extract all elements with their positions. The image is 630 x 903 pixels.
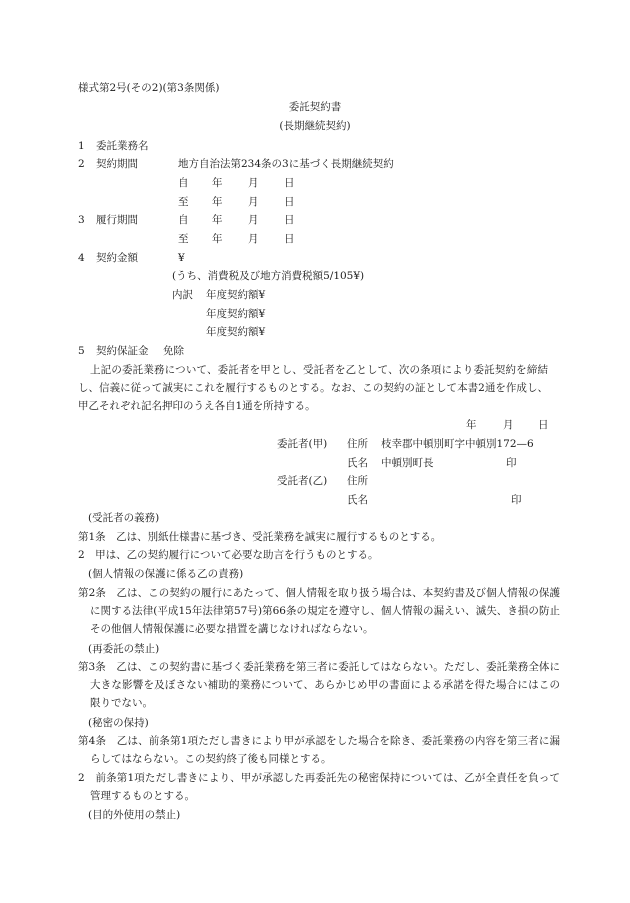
form-number: 様式第2号(その2)(第3条関係) [78, 82, 220, 94]
item5-label: 契約保証金 [96, 345, 149, 357]
item4-breakdown-1: 年度契約額¥ [206, 289, 266, 301]
item3-to-year: 年 [212, 233, 223, 245]
consignor-seal: 印 [506, 457, 517, 469]
item4-number: 4 [78, 252, 85, 264]
article1-heading: (受託者の義務) [88, 512, 160, 524]
consignor-address: 枝幸郡中頓別町字中頓別172—6 [381, 438, 534, 450]
article4-heading: (秘密の保持) [88, 717, 149, 729]
item4-breakdown-3: 年度契約額¥ [206, 326, 266, 338]
item3-to-day: 日 [284, 233, 295, 245]
article1-body: 第1条 乙は、別紙仕様書に基づき、受託業務を誠実に履行するものとする。 [78, 531, 442, 543]
item1-label: 委託業務名 [96, 140, 149, 152]
article4-para2: 2 前条第1項ただし書きにより、甲が承認した再委託先の秘密保持については、乙が全責任を負って管理するものとする。 [78, 772, 560, 802]
item2-from-prefix: 自 [178, 177, 189, 189]
item2-to-month: 月 [248, 196, 259, 208]
item4-tax-note: (うち、消費税及び地方消費税額5/105¥) [172, 270, 365, 282]
intro-paragraph: 上記の委託業務について、委託者を甲とし、受託者を乙として、次の条項により委託契約を締結し、信義に従って誠実にこれを履行するものとする。なお、この契約の証として本書2通を作成し、甲乙それぞれ記名押印のうえ各自1通を所持する。 [78, 364, 548, 412]
item3-to-month: 月 [248, 233, 259, 245]
item2-to-prefix: 至 [178, 196, 189, 208]
item2-to-year: 年 [212, 196, 223, 208]
consignor-label: 委託者(甲) [277, 438, 328, 450]
date-day: 日 [538, 419, 549, 431]
article4-body: 第4条 乙は、前条第1項ただし書きにより甲が承認をした場合を除き、委託業務の内容を第三者に漏らしてはならない。この契約終了後も同様とする。 [78, 735, 560, 765]
item2-from-month: 月 [248, 177, 259, 189]
item3-label: 履行期間 [96, 214, 138, 226]
date-year: 年 [466, 419, 477, 431]
article2-body: 第2条 乙は、この契約の履行にあたって、個人情報を取り扱う場合は、本契約書及び個人情報の保護に関する法律(平成15年法律第57号)第66条の規定を遵守し、個人情報の漏えい、滅失、き損の防止その他個人情報保護に必要な措置を講じなければならない。 [78, 587, 560, 635]
item2-number: 2 [78, 158, 85, 170]
article3-body: 第3条 乙は、この契約書に基づく委託業務を第三者に委託してはならない。ただし、委託業務全体に大きな影響を及ぼさない補助的業務について、あらかじめ甲の書面による承諾を得た場合にはこの限りでない。 [78, 661, 560, 709]
article2-heading: (個人情報の保護に係る乙の責務) [88, 568, 244, 580]
item3-to-prefix: 至 [178, 233, 189, 245]
item3-from-month: 月 [248, 214, 259, 226]
item5-value: 免除 [163, 345, 184, 357]
date-month: 月 [503, 419, 514, 431]
consignor-address-label: 住所 [347, 438, 368, 450]
contractor-seal: 印 [511, 494, 522, 506]
item4-label: 契約金額 [96, 252, 138, 264]
item3-from-day: 日 [284, 214, 295, 226]
article5-heading: (目的外使用の禁止) [88, 809, 181, 821]
document-title: 委託契約書 [288, 101, 342, 113]
item3-from-prefix: 自 [178, 214, 189, 226]
item2-text: 地方自治法第234条の3に基づく長期継続契約 [178, 158, 394, 170]
consignor-name-label: 氏名 [347, 457, 368, 469]
article1-para2: 2 甲は、乙の契約履行について必要な助言を行うものとする。 [78, 549, 379, 561]
item3-from-year: 年 [212, 214, 223, 226]
item2-from-year: 年 [212, 177, 223, 189]
item4-breakdown-label: 内訳 [172, 289, 193, 301]
item2-from-day: 日 [284, 177, 295, 189]
item2-label: 契約期間 [96, 158, 138, 170]
item5-number: 5 [78, 345, 85, 357]
consignor-name: 中頓別町長 [381, 457, 434, 469]
item1-number: 1 [78, 140, 85, 152]
item2-to-day: 日 [284, 196, 295, 208]
item4-yen: ¥ [178, 252, 185, 264]
document-subtitle: (長期継続契約) [279, 120, 351, 132]
article3-heading: (再委託の禁止) [88, 643, 160, 655]
contractor-name-label: 氏名 [347, 494, 368, 506]
contractor-label: 受託者(乙) [277, 475, 328, 487]
contractor-address-label: 住所 [347, 475, 368, 487]
item3-number: 3 [78, 214, 85, 226]
item4-breakdown-2: 年度契約額¥ [206, 308, 266, 320]
